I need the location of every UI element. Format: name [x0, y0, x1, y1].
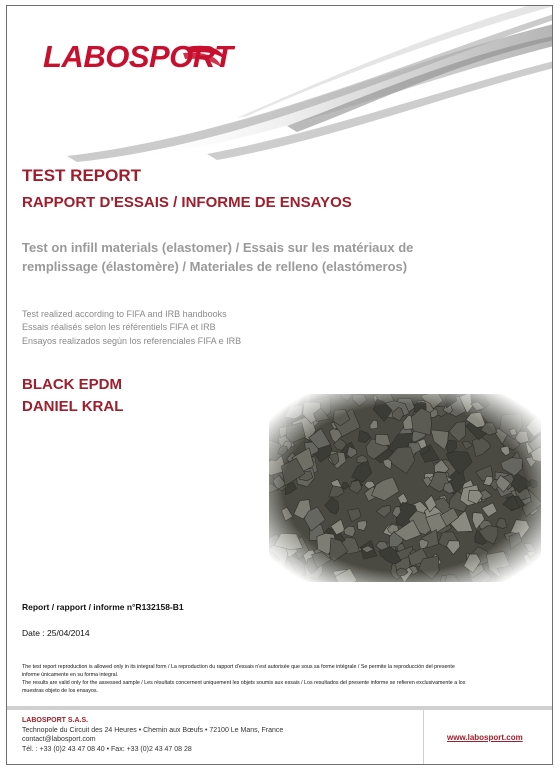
test-subject-line-1: Test on infill materials (elastomer) / Essais sur les matériaux de	[22, 240, 414, 255]
footer-phone-fax: Tél. : +33 (0)2 43 47 08 40 • Fax: +33 (0)2 43 47 08 28	[22, 745, 192, 753]
infill-granules-photo	[269, 394, 541, 582]
disclaimer-line-3: The results are valid only for the assessed sample / Les résultats concernent uniquement les objets soumis aux essais / Los resultados del presente informe se refieren exclusivamente a los	[22, 680, 466, 686]
test-subject	[22, 238, 522, 276]
title-multilingual: RAPPORT D'ESSAIS / INFORME DE ENSAYOS	[22, 194, 352, 211]
footer-address: Technopole du Circuit des 24 Heures • Chemin aux Bœufs • 72100 Le Mans, France	[22, 726, 284, 734]
footer-email[interactable]: contact@labosport.com	[22, 736, 96, 743]
footer-company-name: LABOSPORT S.A.S.	[22, 717, 89, 724]
header-swoosh-graphic	[7, 6, 553, 166]
report-number: Report / rapport / informe n°R132158-B1	[22, 602, 184, 612]
footer-separator	[423, 710, 424, 765]
report-date: Date : 25/04/2014	[22, 628, 90, 638]
footer-website-link[interactable]: www.labosport.com	[447, 733, 523, 742]
client-name: DANIEL KRAL	[22, 398, 124, 415]
disclaimer-line-4: muestras objeto de los ensayos.	[22, 688, 98, 694]
labosport-logo: LABOSPORT	[43, 39, 233, 74]
disclaimer-line-2: informe únicamente en su forma integral.	[22, 672, 119, 678]
standards-english: Test realized according to FIFA and IRB handbooks	[22, 309, 227, 319]
standards-french: Essais réalisés selon les référentiels FIFA et IRB	[22, 322, 216, 332]
legal-disclaimer	[22, 663, 547, 695]
title-test-report: TEST REPORT	[22, 166, 142, 185]
report-cover-page	[6, 5, 553, 765]
footer-divider	[7, 706, 553, 710]
footer-contact-block	[22, 716, 283, 754]
disclaimer-line-1: The test report reproduction is allowed only in its integral form / La reproduction du rapport d'essais n'est autorisée que sous sa forme intégrale / Se permite la reproducción del presente	[22, 664, 455, 670]
test-subject-line-2: remplissage (élastomère) / Materiales de relleno (elastómeros)	[22, 259, 408, 274]
product-name: BLACK EPDM	[22, 376, 122, 393]
standards-spanish: Ensayos realizados segùn los referenciales FIFA e IRB	[22, 336, 242, 346]
